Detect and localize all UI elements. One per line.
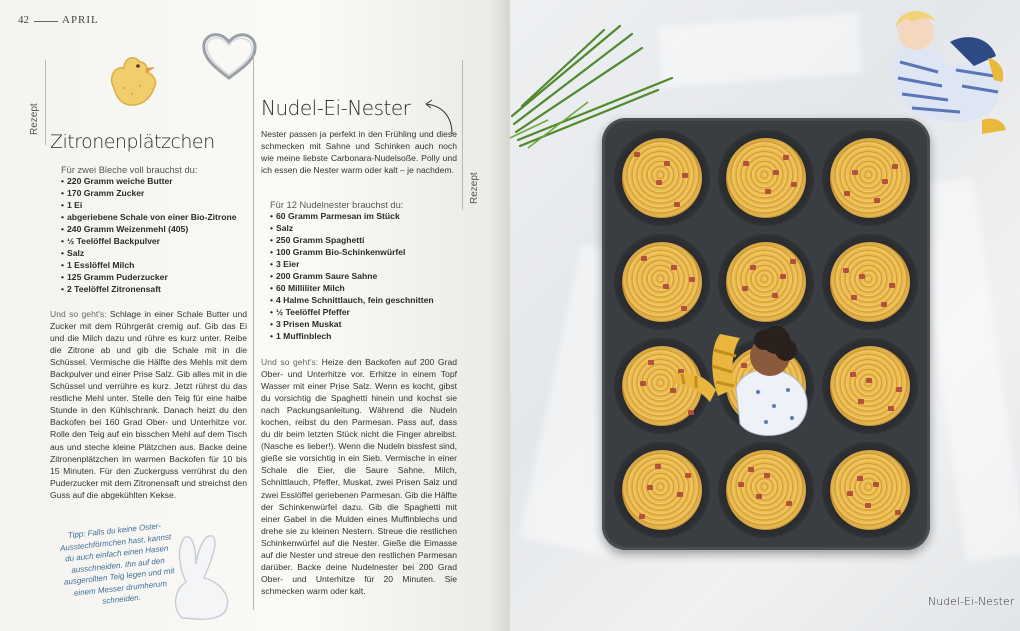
pasta-nest [622, 242, 702, 322]
ham-cube [851, 295, 857, 300]
pasta-nest [830, 242, 910, 322]
pasta-nest [726, 138, 806, 218]
page-number: 42 [18, 14, 29, 26]
list-item: • ½ Teelöffel Backpulver [61, 236, 249, 248]
pasta-nest [726, 242, 806, 322]
pasta-nest [830, 450, 910, 530]
pasta-nest [830, 138, 910, 218]
list-item: • 4 Halme Schnittlauch, fein geschnitten [270, 295, 460, 307]
ham-cube [664, 161, 670, 166]
ham-cube [873, 482, 879, 487]
ham-cube [790, 259, 796, 264]
ham-cube [685, 473, 691, 478]
ham-cube [850, 372, 856, 377]
list-item: • 60 Milliliter Milch [270, 283, 460, 295]
photo-caption: Nudel-Ei-Nester [928, 595, 1015, 608]
ham-cube [895, 510, 901, 515]
muffin-cup [614, 130, 710, 226]
ham-cube [882, 179, 888, 184]
recipe1-ingredient-list [61, 176, 249, 296]
muffin-cup [822, 338, 918, 434]
recipe2-method [261, 356, 457, 597]
ham-cube [881, 302, 887, 307]
ham-cube [682, 173, 688, 178]
ham-cube [756, 494, 762, 499]
ham-cube [748, 467, 754, 472]
recipe2-method-lead: Und so geht's: [261, 357, 319, 367]
recipe2-intro: Nester passen ja perfekt in den Frühling und diese schmecken mit Sahne und Schinken auch noch wie meine liebste Carbonara-Nudelsoße. Polly und ich essen die Nester warm oder kalt – je nachdem. [261, 129, 457, 176]
ham-cube [857, 476, 863, 481]
ham-cube [791, 182, 797, 187]
ham-cube [866, 378, 872, 383]
girl-illustration [670, 326, 828, 444]
header-rule [34, 21, 58, 22]
ham-cube [648, 360, 654, 365]
recipe1-method [50, 308, 247, 501]
list-item: • Salz [270, 223, 460, 235]
recipe1-method-text: Schlage in einer Schale Butter und Zucker mit dem Rührgerät cremig auf. Gib das Ei und die Milch dazu und rühre es kurz unter. Reibe die Zitrone ab und gib die Schale mit in die Schüssel. Vermische die Hälfte des Mehls mit dem Backpulver und einer Prise Salz. Gib alles mit in die Schüssel und verrühre es kurz. Jetzt rührst du das restliche Mehl unter. Stelle den Teig für eine halbe Stunde in den Kühlschrank. Danach heizt du den Backofen bei 160 Grad Ober- und Unterhitze vor. Rolle den Teig auf ein bisschen Mehl auf dem Tisch aus und steche kleine Plätzchen aus. Backe deine Zitronenplätzchen im warmen Backofen für 10 bis 15 Minuten. Für den Zuckerguss verrührst du den Puderzucker mit dem Zitronensaft und streichst den Guss auf die abgekühlten Kekse. [50, 309, 248, 500]
tip-note: Tipp: Falls du keine Oster-Ausstechförmchen hast, kannst du auch einfach einen Hasen ausschneiden. Ihn auf den ausgerollten Teig legen und mit einem Messer drumherum schneiden. [59, 521, 175, 606]
list-item: • 3 Prisen Muskat [270, 319, 460, 331]
recipe2-method-text: Heize den Backofen auf 200 Grad Ober- und Unterhitze vor. Erhitze in einem Topf Wasser mit einer Prise Salz. Wenn es kocht, gibst du vorsichtig die Spaghetti hinein und kochst sie nach Packungsanleitung. Während die Nudeln kochen, reibst du den Parmesan. Pass auf, dass du dir beim letzten Stück nicht die Finger abreibst. (Nasche es lieber!). Wenn die Nudeln bissfest sind, gieße sie vorsichtig in ein Sieb. Vermische in einer Schale die Eier, die Saure Sahne, Milch, Schnittlauch, Pfeffer, Muskat, zwei Prisen Salz und zwei Esslöffel geriebenen Parmesan. Gib die Hälfte der Schinkenwürfel dazu. Gib die Spaghetti mit einer Gabel in die Mulden eines Muffinblechs und drehe sie zu kleinen Nestern. Streue die restlichen Schinkenwürfel auf die Nester. Gieße die Eimasse auf die Nester und streue den restlichen Parmesan darüber. Backe deine Nudelnester bei 200 Grad Ober- und Unterhitze für 20 Minuten. Sie schmecken warm oder kalt. [261, 357, 458, 596]
ham-cube [859, 274, 865, 279]
muffin-cup [718, 442, 814, 538]
ham-cube [843, 268, 849, 273]
ham-cube [764, 473, 770, 478]
ham-cube [634, 152, 640, 157]
recipe2-tab: Rezept [469, 172, 480, 204]
ham-cube [677, 492, 683, 497]
ham-cube [639, 514, 645, 519]
ham-cube [892, 164, 898, 169]
list-item: • 250 Gramm Spaghetti [270, 235, 460, 247]
recipe1-method-lead: Und so geht's: [50, 309, 107, 319]
ham-cube [858, 399, 864, 404]
ham-cube [641, 256, 647, 261]
ham-cube [780, 274, 786, 279]
list-item: • 1 Muffinblech [270, 331, 460, 343]
ham-cube [896, 387, 902, 392]
recipe1-subtitle: Für zwei Bleche voll brauchst du: [61, 165, 198, 175]
list-item: • Salz [61, 248, 249, 260]
muffin-cup [614, 442, 710, 538]
chick-cookie-icon [100, 48, 162, 110]
recipe1-title: Zitronenplätzchen [50, 131, 215, 153]
ham-cube [783, 155, 789, 160]
ham-cube [765, 189, 771, 194]
ham-cube [681, 306, 687, 311]
ham-cube [671, 265, 677, 270]
ham-cube [750, 265, 756, 270]
recipe2-ingredients-block [270, 200, 460, 342]
ham-cube [772, 293, 778, 298]
list-item: • 200 Gramm Saure Sahne [270, 271, 460, 283]
list-item: • 3 Eier [270, 259, 460, 271]
ham-cube [844, 191, 850, 196]
muffin-cup [822, 130, 918, 226]
ham-cube [889, 283, 895, 288]
ham-cube [655, 464, 661, 469]
list-item: • 100 Gramm Bio-Schinkenwürfel [270, 247, 460, 259]
muffin-cup [718, 234, 814, 330]
ham-cube [874, 198, 880, 203]
ham-cube [647, 485, 653, 490]
list-item: • 1 Ei [61, 200, 249, 212]
list-item: • 2 Teelöffel Zitronensaft [61, 284, 249, 296]
recipe2-title: Nudel-Ei-Nester [261, 96, 411, 120]
pasta-nest [622, 450, 702, 530]
ham-cube [738, 482, 744, 487]
list-item: • 220 Gramm weiche Butter [61, 176, 249, 188]
muffin-cup [718, 130, 814, 226]
column-rule [253, 55, 254, 610]
recipe1-tab: Rezept [29, 103, 40, 135]
ham-cube [743, 161, 749, 166]
ham-cube [742, 286, 748, 291]
page-month: APRIL [62, 14, 99, 26]
ham-cube [640, 381, 646, 386]
list-item: • 60 Gramm Parmesan im Stück [270, 211, 460, 223]
list-item: • 1 Esslöffel Milch [61, 260, 249, 272]
list-item: • ½ Teelöffel Pfeffer [270, 307, 460, 319]
muffin-cup [822, 234, 918, 330]
recipe1-margin-rule [45, 60, 46, 145]
muffin-cup [614, 234, 710, 330]
recipe1-ingredients-block [61, 165, 249, 296]
pasta-nest [830, 346, 910, 426]
ham-cube [674, 202, 680, 207]
ham-cube [888, 406, 894, 411]
list-item: • 240 Gramm Weizenmehl (405) [61, 224, 249, 236]
recipe2-margin-rule [462, 60, 463, 210]
recipe2-subtitle: Für 12 Nudelnester brauchst du: [270, 200, 404, 210]
ham-cube [663, 284, 669, 289]
ham-cube [656, 180, 662, 185]
ham-cube [865, 503, 871, 508]
ham-cube [852, 170, 858, 175]
recipe2-ingredient-list [270, 211, 460, 342]
ham-cube [773, 170, 779, 175]
ham-cube [689, 277, 695, 282]
list-item: • abgeriebene Schale von einer Bio-Zitrone [61, 212, 249, 224]
pasta-nest [622, 138, 702, 218]
muffin-cup [822, 442, 918, 538]
list-item: • 170 Gramm Zucker [61, 188, 249, 200]
list-item: • 125 Gramm Puderzucker [61, 272, 249, 284]
pasta-nest [726, 450, 806, 530]
ham-cube [786, 501, 792, 506]
ham-cube [847, 491, 853, 496]
